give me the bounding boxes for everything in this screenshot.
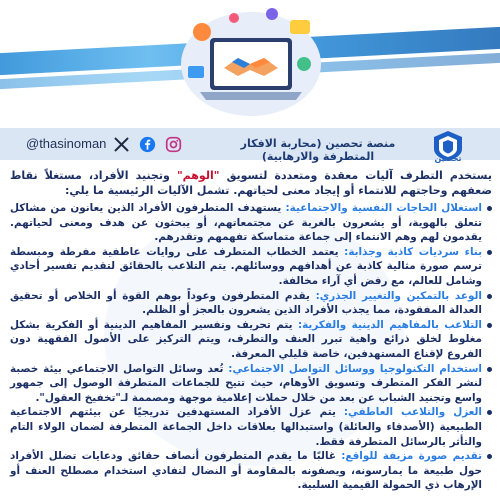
intro-paragraph: [4, 166, 496, 201]
list-item: [10, 362, 492, 406]
list-item: [10, 318, 492, 362]
item-body: يستهدف المتطرفون الأفراد الذين يعانون من مشاكل تتعلق بالهوية، أو يشعرون بالغربة عن مجتمعاتهم، أو يبحثون عن هدف ومعنى لحياتهم. يقدمون لهم وهم الانتماء إلى جماعة متماسكة تفهمهم وتقدرهم.: [10, 202, 482, 244]
platform-name: منصة تحصين (محاربة الافكار المتطرفة والارهابية): [240, 137, 396, 163]
instagram-icon[interactable]: [165, 136, 182, 153]
item-body: غالبًا ما يقدم المتطرفون أنصاف حقائق ودعايات تضلل الأفراد حول طبيعة ما يمارسونه، ويصفونه بالمقاومة أو النضال لتفادي استخدام مصطلح العنف أو الإرهاب ذي الحمولة القيمية السلبية.: [10, 450, 482, 492]
item-body: يتم عزل الأفراد المستهدفين تدريجيًا عن بيئتهم الاجتماعية الطبيعية (الأصدقاء والعائلة) واستبدالها بعلاقات داخل الجماعة المتطرفة لضمان الولاء التام والتأثر بالرسائل المتطرفة فقط.: [10, 406, 482, 448]
intro-highlight: "الوهم": [176, 169, 220, 182]
item-heading: استخدام التكنولوجيا ووسائل التواصل الاجتماعي:: [228, 362, 482, 375]
intro-text-1: يستخدم التطرف آليات معقدة ومتعددة لتسويق: [219, 169, 492, 182]
social-handle[interactable]: @thasinoman: [26, 136, 107, 151]
list-item: [10, 289, 492, 318]
intro-text-2: وتجنيد الأفراد، مستغلاً نقاط ضعفهم وحاجتهم للانتماء أو إيجاد معنى لحياتهم. تشمل الآليات الرئيسية ما يلي:: [10, 169, 492, 197]
top-banner: [0, 0, 500, 128]
item-heading: العزل والتلاعب العاطفي:: [343, 406, 482, 419]
item-heading: استغلال الحاجات النفسية والاجتماعية:: [285, 202, 482, 214]
item-body: يتم تحريف وتفسير المفاهيم الدينية أو الفكرية بشكل مغلوط لخلق ذرائع واهية تبرر العنف والتطرف، ويتم التركيز على الأصول الفقهية دون الفروع لإقناع المستهدفين، خاصة قليلي المعرفة.: [10, 318, 482, 360]
item-heading: التلاعب بالمفاهيم الدينية والفكرية:: [297, 318, 482, 331]
list-item: [10, 201, 492, 245]
list-item: [10, 405, 492, 449]
item-heading: بناء سرديات كاذبة وجذابة:: [344, 245, 482, 258]
list-item: [10, 245, 492, 289]
item-body: يعتمد الخطاب المتطرف على روايات عاطفية مفرطة ومبسطة ترسم صورة مثالية كاذبة عن أهدافهم ووسائلهم. يتم التلاعب بالحقائق لتقديم تفسير أحادي وشامل للعالم، مع رفض أي آراء مخالفة.: [10, 245, 482, 287]
mechanisms-list: [4, 201, 496, 493]
facebook-icon[interactable]: [139, 136, 156, 153]
laptop-handshake-illustration: [172, 4, 330, 124]
list-item: [10, 449, 492, 493]
x-icon[interactable]: [113, 136, 130, 153]
item-heading: تقديم صورة مزيفة للواقع:: [341, 450, 483, 463]
logo-label: تحصين: [434, 154, 462, 163]
item-body: يقدم المتطرفون وعوداً بوهم القوة أو الخلاص أو تحقيق العدالة المفقودة، مما يجذب الأفراد الذين يشعرون بالعجز أو الظلم.: [10, 289, 482, 317]
content-panel: [4, 166, 496, 496]
item-heading: الوعد بالتمكين والتغيير الجذري:: [315, 289, 482, 302]
item-body: تُعد وسائل التواصل الاجتماعي بيئة خصبة لنشر الفكر المتطرف وتسويق الأوهام، حيث تتيح للجماعات المتطرفة الوصول إلى جمهور واسع وتجنيد الشباب عن بعد من خلال حملات إعلامية موجهة ومصممة لـ"تخفيخ العقول".: [10, 362, 482, 404]
